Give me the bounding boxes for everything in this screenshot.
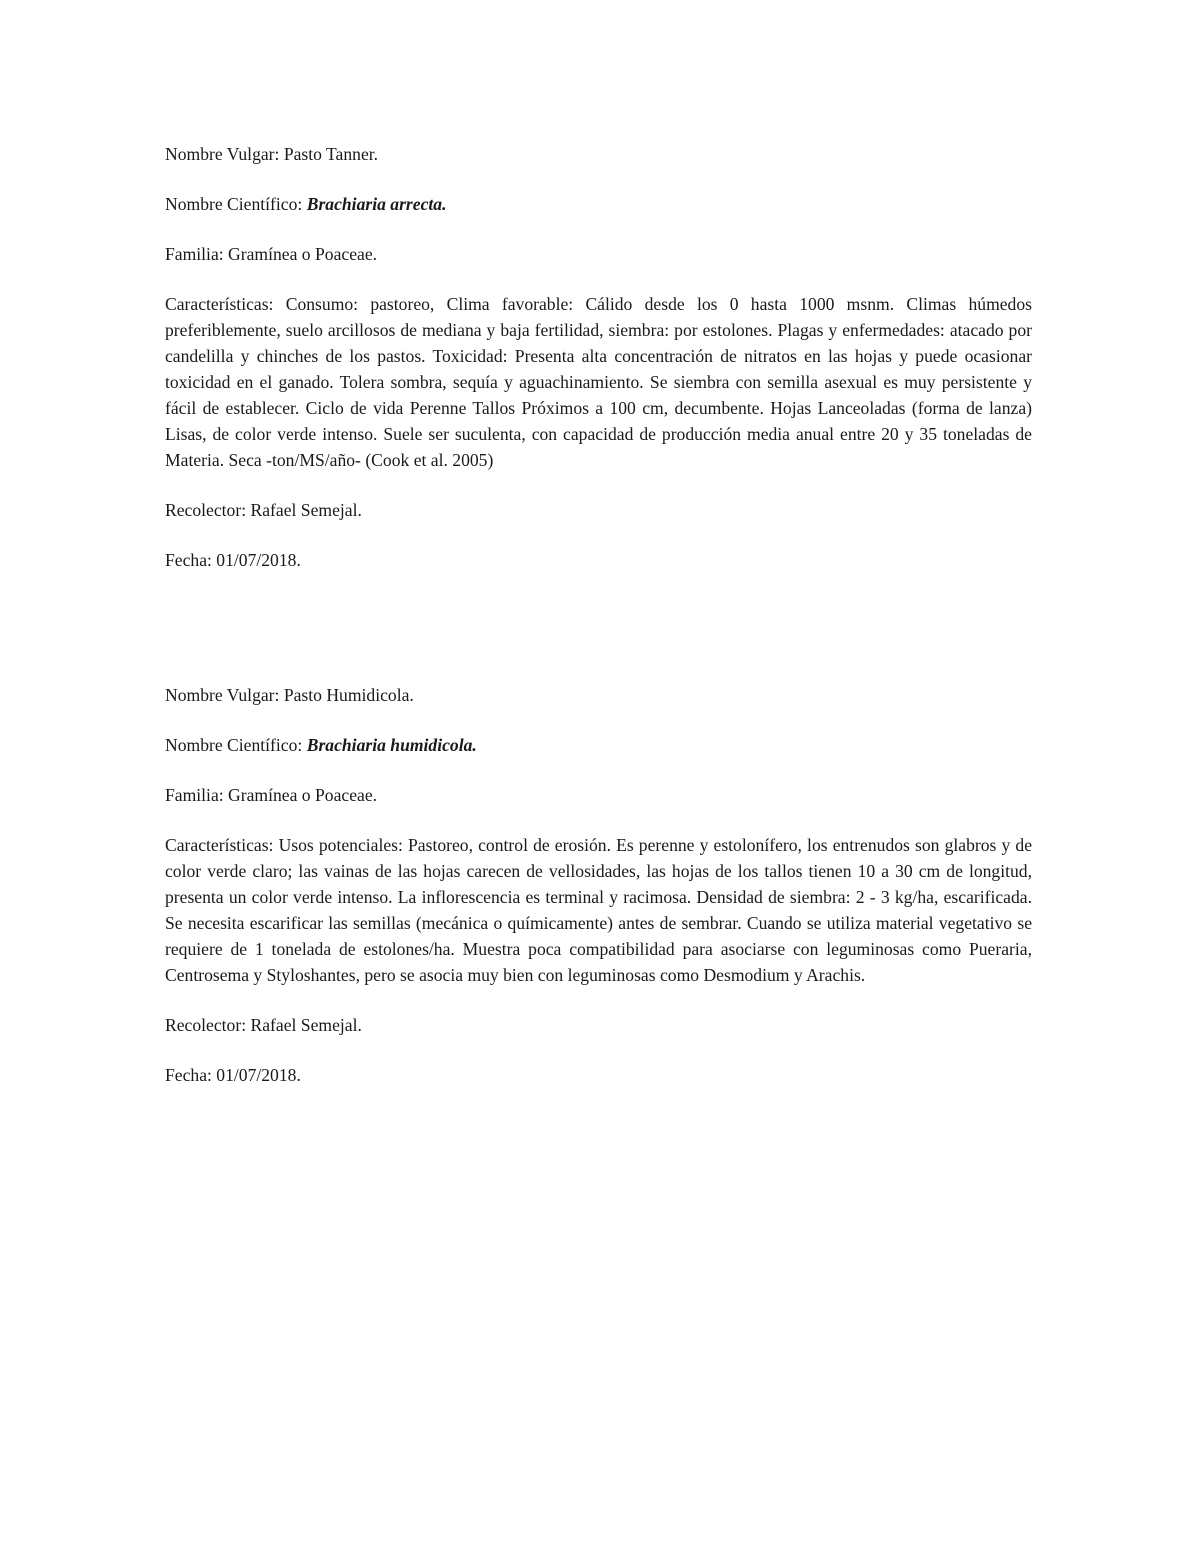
collector-line — [165, 1012, 1032, 1038]
characteristics-text: Consumo: pastoreo, Clima favorable: Cálido desde los 0 hasta 1000 msnm. Climas húmedos preferiblemente, suelo arcillosos de mediana y baja fertilidad, siembra: por estolones. Plagas y enfermedades: atacado por candelilla y chinches de los pastos. Toxicidad: Presenta alta concentración de nitratos en las hojas y puede ocasionar toxicidad en el ganado. Tolera sombra, sequía y aguachinamiento. Se siembra con semilla asexual es muy persistente y fácil de establecer. Ciclo de vida Perenne Tallos Próximos a 100 cm, decumbente. Hojas Lanceoladas (forma de lanza) Lisas, de color verde intenso. Suele ser suculenta, con capacidad de producción media anual entre 20 y 35 toneladas de Materia. Seca -ton/MS/año- (Cook et al. 2005) — [165, 294, 1033, 470]
date-value: 01/07/2018. — [216, 1065, 301, 1085]
characteristics-paragraph — [165, 832, 1032, 988]
collector-label: Recolector: — [165, 1015, 251, 1035]
family-value: Gramínea o Poaceae. — [228, 244, 378, 264]
date-label: Fecha: — [165, 550, 217, 570]
common-name-line — [165, 141, 1032, 167]
family-value: Gramínea o Poaceae. — [228, 785, 378, 805]
collector-value: Rafael Semejal. — [250, 1015, 362, 1035]
date-line — [165, 1062, 1032, 1088]
date-label: Fecha: — [165, 1065, 217, 1085]
date-value: 01/07/2018. — [216, 550, 301, 570]
family-label: Familia: — [165, 244, 229, 264]
scientific-name-label: Nombre Científico: — [165, 735, 307, 755]
scientific-name-label: Nombre Científico: — [165, 194, 307, 214]
characteristics-paragraph — [165, 291, 1032, 473]
species-entry-tanner — [165, 141, 1032, 597]
characteristics-label: Características: — [165, 835, 279, 855]
common-name-value: Pasto Humidicola. — [283, 685, 414, 705]
scientific-name-value: Brachiaria arrecta. — [306, 194, 447, 214]
family-label: Familia: — [165, 785, 229, 805]
species-entry-humidicola — [165, 682, 1032, 1112]
scientific-name-line — [165, 191, 1032, 217]
family-line — [165, 782, 1032, 808]
family-line — [165, 241, 1032, 267]
date-line — [165, 547, 1032, 573]
characteristics-text: Usos potenciales: Pastoreo, control de erosión. Es perenne y estolonífero, los entrenudos son glabros y de color verde claro; las vainas de las hojas carecen de vellosidades, las hojas de los tallos tienen 10 a 30 cm de longitud, presenta un color verde intenso. La inflorescencia es terminal y racimosa. Densidad de siembra: 2 - 3 kg/ha, escarificada. Se necesita escarificar las semillas (mecánica o químicamente) antes de sembrar. Cuando se utiliza material vegetativo se requiere de 1 tonelada de estolones/ha. Muestra poca compatibilidad para asociarse con leguminosas como Pueraria, Centrosema y Styloshantes, pero se asocia muy bien con leguminosas como Desmodium y Arachis. — [165, 835, 1032, 985]
collector-line — [165, 497, 1032, 523]
collector-value: Rafael Semejal. — [250, 500, 362, 520]
characteristics-label: Características: — [165, 294, 286, 314]
common-name-value: Pasto Tanner. — [283, 144, 379, 164]
collector-label: Recolector: — [165, 500, 251, 520]
scientific-name-value: Brachiaria humidicola. — [306, 735, 477, 755]
common-name-line — [165, 682, 1032, 708]
common-name-label: Nombre Vulgar: — [165, 685, 284, 705]
scientific-name-line — [165, 732, 1032, 758]
common-name-label: Nombre Vulgar: — [165, 144, 284, 164]
